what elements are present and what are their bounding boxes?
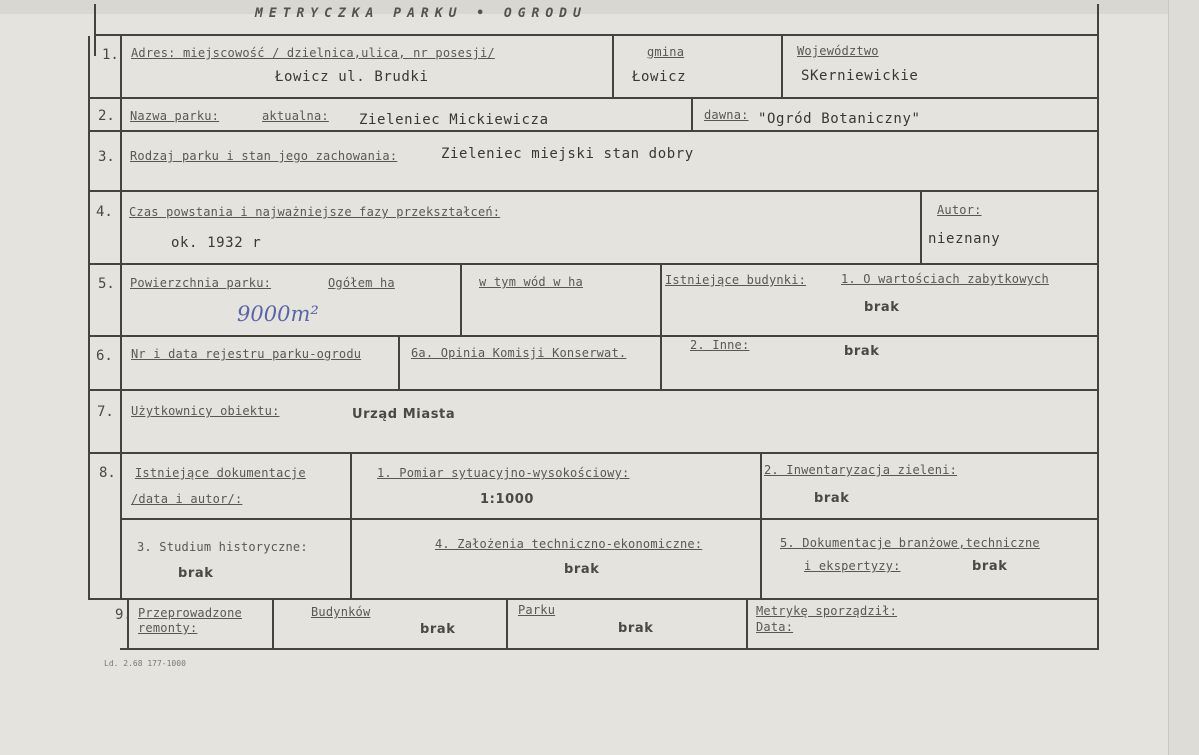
branch-docs-label-1: 5. Dokumentacje branżowe,techniczne (780, 536, 1040, 550)
historic-buildings-label: 1. O wartościach zabytkowych (841, 272, 1049, 286)
water-ha-label: w tym wód w ha (479, 275, 583, 289)
r2-divider-dawna (691, 99, 693, 131)
row-8-number: 8. (99, 465, 116, 481)
right-paper-edge (1168, 0, 1199, 755)
outer-right-border (1097, 4, 1099, 650)
park-type-value: Zieleniec miejski stan dobry (441, 146, 694, 162)
rule-4-5 (88, 263, 1099, 265)
rule-3-4 (88, 190, 1099, 192)
rule-top (94, 34, 1099, 36)
existing-buildings-label: Istniejące budynki: (665, 273, 807, 287)
other-buildings-label: 2. Inne: (690, 338, 750, 352)
register-label: Nr i data rejestru parku-ogrodu (131, 347, 362, 361)
documentation-label-2: /data i autor/: (131, 492, 243, 506)
total-ha-label: Ogółem ha (328, 276, 395, 290)
number-column-divider (120, 36, 122, 598)
row-1-number: 1. (102, 47, 119, 63)
address-label: Adres: miejscowość / dzielnica,ulica, nr posesji/ (131, 46, 495, 60)
conservation-opinion-label: 6a. Opinia Komisji Konserwat. (411, 346, 627, 360)
card-title: METRYCZKA PARKU • OGRODU (255, 6, 587, 21)
row-6-number: 6. (96, 348, 113, 364)
row-4-number: 4. (96, 204, 113, 220)
historical-study-value: brak (178, 566, 214, 581)
rule-1-2 (88, 97, 1099, 99)
prepared-by-label: Metrykę sporządził: (756, 604, 898, 618)
renovations-label-1: Przeprowadzone (138, 606, 242, 620)
survey-label: 1. Pomiar sytuacyjno-wysokościowy: (377, 466, 630, 480)
r9-divider-parku (506, 600, 508, 650)
row-2-number: 2. (98, 108, 115, 124)
park-type-label: Rodzaj parku i stan jego zachowania: (130, 149, 398, 163)
r1-divider-woj (781, 36, 783, 98)
area-handwritten-value: 9000m² (237, 302, 319, 326)
buildings-renovation-value: brak (420, 622, 456, 637)
date-label: Data: (756, 620, 794, 634)
gmina-label: gmina (647, 45, 685, 59)
survey-value: 1:1000 (480, 492, 535, 507)
row-7-number: 7. (97, 404, 114, 420)
outer-left-border (88, 36, 90, 600)
creation-time-label: Czas powstania i najważniejsze fazy przekształceń: (129, 205, 501, 219)
users-label: Użytkownicy obiektu: (131, 404, 280, 418)
gmina-value: Łowicz (632, 69, 687, 85)
rule-5-6 (88, 335, 1099, 337)
row-3-number: 3. (98, 149, 115, 165)
current-name-value: Zieleniec Mickiewicza (359, 112, 549, 128)
wojewodztwo-label: Województwo (797, 44, 879, 58)
tech-econ-label: 4. Założenia techniczno-ekonomiczne: (435, 537, 703, 551)
author-label: Autor: (937, 203, 982, 217)
row-9-number: 9. (115, 607, 132, 623)
r5-divider-wod (460, 265, 462, 336)
creation-time-value: ok. 1932 r (171, 235, 262, 251)
tech-econ-value: brak (564, 562, 600, 577)
r6-divider-opinia (398, 337, 400, 391)
renovations-label-2: remonty: (138, 621, 198, 635)
historic-buildings-value: brak (864, 300, 900, 315)
documentation-label-1: Istniejące dokumentacje (135, 466, 306, 480)
branch-docs-label-2: i ekspertyzy: (804, 559, 901, 573)
park-name-label: Nazwa parku: (130, 109, 220, 123)
wojewodztwo-value: SKerniewickie (801, 68, 919, 84)
rule-6-7 (88, 389, 1099, 391)
current-name-label: aktualna: (262, 109, 329, 123)
other-buildings-value: brak (844, 344, 880, 359)
top-paper-edge (0, 0, 1199, 14)
author-value: nieznany (928, 231, 1001, 247)
r4-divider-autor (920, 192, 922, 264)
rule-7-8 (88, 452, 1099, 454)
rule-2-3 (88, 130, 1099, 132)
buildings-renovation-label: Budynków (311, 605, 371, 619)
park-renovation-label: Parku (518, 603, 556, 617)
r9-divider-metryke (746, 600, 748, 650)
rule-8-inner (120, 518, 1099, 520)
outer-left-border-top (94, 4, 96, 56)
former-name-label: dawna: (704, 108, 749, 122)
greenery-inventory-value: brak (814, 491, 850, 506)
users-value: Urząd Miasta (352, 407, 456, 422)
former-name-value: "Ogród Botaniczny" (758, 111, 921, 127)
historical-study-label: 3. Studium historyczne: (137, 540, 308, 554)
r1-divider-gmina (612, 36, 614, 98)
branch-docs-value: brak (972, 559, 1008, 574)
r8-divider-2 (760, 454, 762, 598)
rule-bottom (120, 648, 1099, 650)
r8-divider-1 (350, 454, 352, 598)
r9-divider-budynkow (272, 600, 274, 650)
address-value: Łowicz ul. Brudki (275, 69, 429, 85)
park-area-label: Powierzchnia parku: (130, 276, 272, 290)
row-5-number: 5. (98, 276, 115, 292)
rule-8-9 (88, 598, 1099, 600)
greenery-inventory-label: 2. Inwentaryzacja zieleni: (764, 463, 958, 477)
park-renovation-value: brak (618, 621, 654, 636)
r5-divider-budynki (660, 265, 662, 391)
print-code: Ld. 2.68 177-1000 (104, 659, 186, 668)
